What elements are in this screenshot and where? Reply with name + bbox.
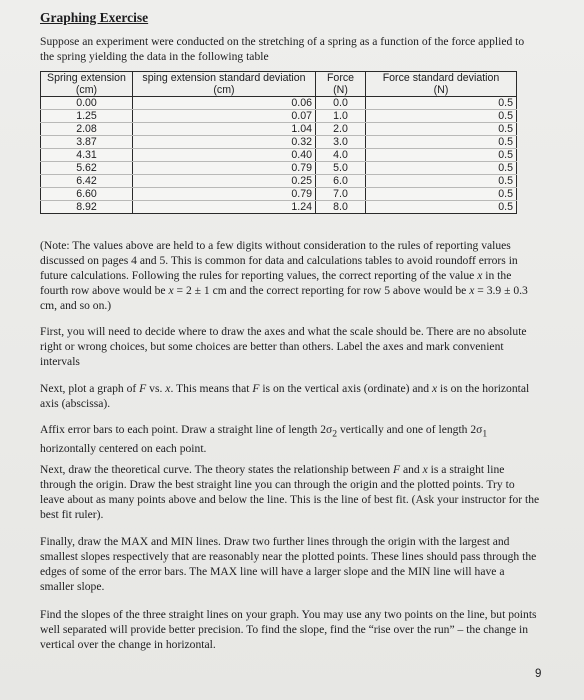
- header-spring-extension: Spring extension (cm): [41, 72, 133, 97]
- page-number: 9: [535, 668, 542, 680]
- cell-extension: 1.25: [41, 110, 133, 123]
- table-header-row: [41, 72, 517, 97]
- cell-extension-sd: 1.24: [133, 201, 316, 214]
- table-row: [41, 175, 517, 188]
- intro-paragraph: Suppose an experiment were conducted on the stretching of a spring as a function of the force applied to the spring yielding the data in the following table: [40, 35, 525, 63]
- cell-force-sd: 0.5: [366, 97, 517, 110]
- cell-extension: 2.08: [41, 123, 133, 136]
- axes-paragraph: First, you will need to decide where to draw the axes and what the scale should be. There are no absolute right or wrong choices, but some choices are better than others. Label the axes and mark convenient intervals: [40, 325, 527, 368]
- cell-extension-sd: 1.04: [133, 123, 316, 136]
- cell-extension: 3.87: [41, 136, 133, 149]
- error-bars-paragraph: Affix error bars to each point. Draw a straight line of length $2\sigma_2$ vertically and one of length $2\sigma_1$ horizontally centered on each point.: [40, 423, 488, 456]
- plot-paragraph: Next, plot a graph of F vs. x. This means that F is on the vertical axis (ordinate) and x is on the horizontal axis (abscissa).: [40, 382, 530, 410]
- cell-force: 0.0: [316, 97, 366, 110]
- cell-extension: 4.31: [41, 149, 133, 162]
- cell-force-sd: 0.5: [366, 175, 517, 188]
- cell-extension-sd: 0.79: [133, 162, 316, 175]
- cell-force: 1.0: [316, 110, 366, 123]
- cell-force: 3.0: [316, 136, 366, 149]
- cell-force: 4.0: [316, 149, 366, 162]
- cell-extension-sd: 0.25: [133, 175, 316, 188]
- header-force: Force (N): [316, 72, 366, 97]
- note-paragraph: (Note: The values above are held to a few digits without consideration to the rules of reporting values discussed on pages 4 and 5. This is common for data and calculations tables to avoid roundoff errors in future calculations. Following the rules for reporting values, the correct reporting of the value x in the fourth row above would be x = 2 ± 1 cm and the correct reporting for row 5 above would be x = 3.9 ± 0.3 cm, and so on.): [40, 239, 528, 312]
- cell-force-sd: 0.5: [366, 162, 517, 175]
- cell-extension: 8.92: [41, 201, 133, 214]
- max-min-paragraph: Finally, draw the MAX and MIN lines. Draw two further lines through the origin with the largest and smallest slopes respectively that are reasonably near the plotted points. These lines should pass through the edges of some of the error bars. The MAX line will have a larger slope and the MIN line will have a smaller slope.: [40, 535, 537, 593]
- theory-paragraph: Next, draw the theoretical curve. The theory states the relationship between F and x is a straight line through the origin. Draw the best straight line you can through the origin and the plotted points. Try to leave about as many points above and below the line. This is the line of best fit. (Ask your instructor for the best fit ruler).: [40, 463, 540, 521]
- cell-extension-sd: 0.32: [133, 136, 316, 149]
- cell-extension-sd: 0.06: [133, 97, 316, 110]
- cell-force-sd: 0.5: [366, 123, 517, 136]
- table-row: [41, 97, 517, 110]
- cell-extension-sd: 0.40: [133, 149, 316, 162]
- cell-force: 8.0: [316, 201, 366, 214]
- table-row: [41, 110, 517, 123]
- cell-force-sd: 0.5: [366, 110, 517, 123]
- header-force-std-dev: Force standard deviation (N): [366, 72, 517, 97]
- cell-extension-sd: 0.07: [133, 110, 316, 123]
- header-extension-std-dev: sping extension standard deviation (cm): [133, 72, 316, 97]
- cell-force: 6.0: [316, 175, 366, 188]
- page-title: Graphing Exercise: [40, 10, 149, 25]
- slopes-paragraph: Find the slopes of the three straight lines on your graph. You may use any two points on the line, but points well separated will provide better precision. To find the slope, find the “rise over the run” – the change in vertical over the change in horizontal.: [40, 608, 537, 651]
- table-row: [41, 123, 517, 136]
- table-row: [41, 136, 517, 149]
- cell-extension: 0.00: [41, 97, 133, 110]
- cell-force: 2.0: [316, 123, 366, 136]
- cell-force-sd: 0.5: [366, 149, 517, 162]
- cell-force-sd: 0.5: [366, 201, 517, 214]
- table-row: [41, 201, 517, 214]
- table-row: [41, 149, 517, 162]
- data-table: [40, 71, 517, 214]
- cell-extension: 5.62: [41, 162, 133, 175]
- cell-force-sd: 0.5: [366, 188, 517, 201]
- table-row: [41, 162, 517, 175]
- cell-extension: 6.42: [41, 175, 133, 188]
- cell-extension: 6.60: [41, 188, 133, 201]
- cell-force: 5.0: [316, 162, 366, 175]
- cell-force: 7.0: [316, 188, 366, 201]
- cell-force-sd: 0.5: [366, 136, 517, 149]
- cell-extension-sd: 0.79: [133, 188, 316, 201]
- table-row: [41, 188, 517, 201]
